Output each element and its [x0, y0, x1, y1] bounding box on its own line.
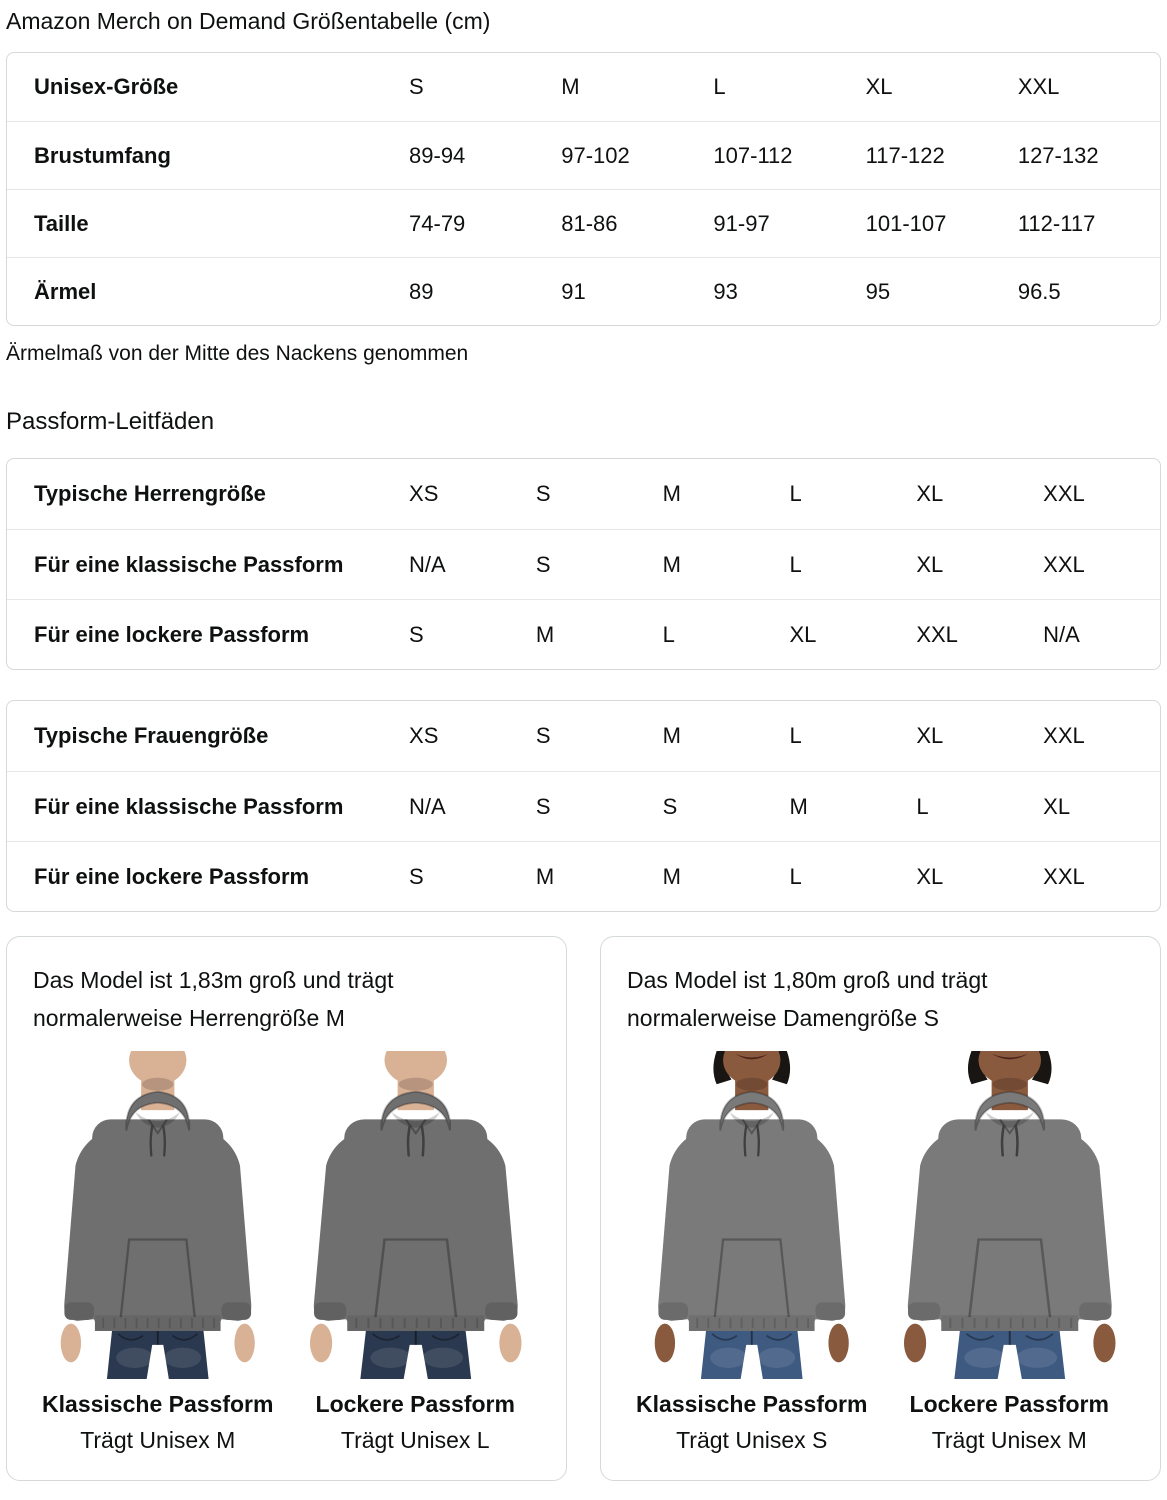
- table-cell: 127-132: [1017, 142, 1099, 168]
- table-row: [7, 771, 1160, 841]
- fit-label: Lockere Passform: [909, 1391, 1109, 1418]
- table-row-sleeve: [7, 257, 1160, 325]
- womens-fit-table: [6, 700, 1161, 912]
- fit-label: Klassische Passform: [636, 1391, 868, 1418]
- table-cell: S: [662, 793, 678, 819]
- wears-size: Trägt Unisex M: [931, 1427, 1087, 1454]
- table-cell: XL: [916, 551, 944, 577]
- table-cell: S: [409, 863, 424, 889]
- figure-loose-fit: [885, 1051, 1135, 1454]
- row-label: Typische Herrengröße: [34, 481, 266, 506]
- table-cell: 97-102: [561, 142, 630, 168]
- figure-classic-fit: [33, 1051, 283, 1454]
- table-cell: L: [789, 863, 802, 889]
- table-cell: M: [535, 621, 555, 647]
- table-cell: S: [535, 723, 551, 748]
- table-row: [7, 529, 1160, 599]
- table-row-chest: [7, 121, 1160, 189]
- female-model-card: [600, 936, 1161, 1481]
- row-label: Typische Frauengröße: [34, 723, 269, 748]
- size-col-header: L: [713, 74, 726, 99]
- table-row: [7, 599, 1160, 669]
- table-cell: XL: [916, 481, 944, 506]
- size-col-header: M: [561, 74, 580, 99]
- wears-size: Trägt Unisex S: [676, 1427, 828, 1454]
- table-cell: 91: [561, 278, 586, 304]
- table-cell: XL: [916, 863, 944, 889]
- mens-fit-table: [6, 458, 1161, 670]
- figure-classic-fit: [627, 1051, 877, 1454]
- table-cell: 101-107: [865, 210, 947, 236]
- table-header-row: [7, 53, 1160, 121]
- male-model-classic-fit-photo: [33, 1051, 283, 1379]
- row-label: Für eine klassische Passform: [34, 793, 344, 819]
- table-cell: XS: [409, 723, 439, 748]
- table-cell: XXL: [1043, 481, 1085, 506]
- table-cell: M: [535, 863, 555, 889]
- unisex-size-table: [6, 52, 1161, 326]
- table-cell: L: [662, 621, 675, 647]
- table-cell: XL: [789, 621, 817, 647]
- table-cell: M: [662, 481, 681, 506]
- table-cell: XL: [1043, 793, 1071, 819]
- table-cell: XXL: [1043, 723, 1085, 748]
- sleeve-measure-note: Ärmelmaß von der Mitte des Nackens genommen: [6, 342, 469, 365]
- table-cell: XXL: [916, 621, 958, 647]
- table-cell: 95: [865, 278, 891, 304]
- model-description: Das Model ist 1,83m groß und trägt normalerweise Herrengröße M: [33, 967, 394, 1031]
- table-cell: N/A: [1043, 621, 1080, 647]
- table-cell: 91-97: [713, 210, 770, 236]
- table-cell: XXL: [1043, 551, 1085, 577]
- row-label: Für eine lockere Passform: [34, 863, 310, 889]
- figures-row: [33, 1051, 540, 1454]
- model-cards: [6, 936, 1161, 1481]
- table-cell: 112-117: [1017, 210, 1096, 236]
- size-col-header: XXL: [1017, 74, 1060, 99]
- table-cell: L: [789, 723, 802, 748]
- row-label: Für eine lockere Passform: [34, 621, 310, 647]
- row-label: Für eine klassische Passform: [34, 551, 344, 577]
- table-cell: S: [535, 481, 551, 506]
- female-model-loose-fit-photo: [885, 1051, 1135, 1379]
- wears-size: Trägt Unisex M: [80, 1427, 236, 1454]
- male-model-loose-fit-photo: [291, 1051, 541, 1379]
- table-cell: 107-112: [713, 142, 793, 168]
- table-row: [7, 459, 1160, 529]
- table-cell: 96.5: [1017, 278, 1061, 304]
- table-cell: L: [916, 793, 929, 819]
- row-label: Ärmel: [34, 278, 97, 304]
- table-cell: 93: [713, 278, 738, 304]
- table-cell: 81-86: [561, 210, 618, 236]
- table-row: [7, 701, 1160, 771]
- table-cell: M: [662, 723, 681, 748]
- table-cell: L: [789, 481, 802, 506]
- row-label: Taille: [34, 210, 89, 236]
- table-cell: L: [789, 551, 802, 577]
- table-cell: XS: [409, 481, 439, 506]
- table-cell: M: [662, 863, 681, 889]
- table-cell: 117-122: [865, 142, 945, 168]
- table-cell: M: [662, 551, 681, 577]
- table-row: [7, 841, 1160, 911]
- row-label: Brustumfang: [34, 142, 171, 168]
- figures-row: [627, 1051, 1134, 1454]
- row-label: Unisex-Größe: [34, 74, 179, 99]
- female-model-classic-fit-photo: [627, 1051, 877, 1379]
- table-cell: S: [535, 551, 551, 577]
- table-cell: N/A: [409, 793, 446, 819]
- table-cell: S: [535, 793, 551, 819]
- male-model-card: [6, 936, 567, 1481]
- model-description: Das Model ist 1,80m groß und trägt normalerweise Damengröße S: [627, 967, 988, 1031]
- figure-loose-fit: [291, 1051, 541, 1454]
- table-cell: 89-94: [409, 142, 466, 168]
- fit-guides-heading: Passform-Leitfäden: [6, 408, 215, 435]
- fit-label: Lockere Passform: [315, 1391, 515, 1418]
- fit-label: Klassische Passform: [42, 1391, 274, 1418]
- page-title: Amazon Merch on Demand Größentabelle (cm): [6, 8, 491, 34]
- table-row-waist: [7, 189, 1160, 257]
- table-cell: XL: [916, 723, 944, 748]
- table-cell: N/A: [409, 551, 446, 577]
- table-cell: 89: [409, 278, 434, 304]
- size-col-header: XL: [865, 74, 893, 99]
- wears-size: Trägt Unisex L: [340, 1427, 490, 1454]
- table-cell: 74-79: [409, 210, 466, 236]
- table-cell: S: [409, 621, 424, 647]
- table-cell: M: [789, 793, 808, 819]
- table-cell: XXL: [1043, 863, 1085, 889]
- size-col-header: S: [409, 74, 424, 99]
